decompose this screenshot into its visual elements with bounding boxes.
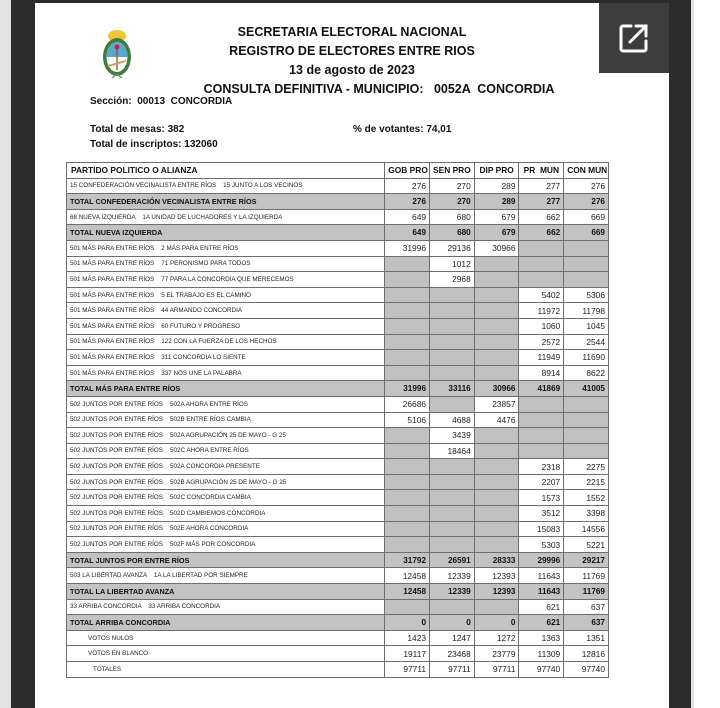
- vote-count-cell: 23857: [474, 396, 519, 412]
- vote-count-cell: 12816: [564, 646, 609, 662]
- column-header-dip-pro: DIP PRO: [474, 163, 519, 179]
- vote-count-cell: [564, 272, 609, 288]
- party-label: 501 MÁS PARA ENTRE RÍOS 2 MÁS PARA ENTRE RÍOS: [67, 240, 385, 256]
- table-total-row: [67, 225, 609, 241]
- table-row: [67, 490, 609, 506]
- vote-count-cell: 26591: [430, 552, 475, 568]
- party-label: 501 MÁS PARA ENTRE RÍOS 71 PERONISMO PARA TODOS: [67, 256, 385, 272]
- table-row: [67, 537, 609, 553]
- vote-count-cell: 289: [474, 194, 519, 210]
- table-total-row: [67, 615, 609, 631]
- vote-count-cell: [430, 350, 475, 366]
- vote-count-cell: 11798: [564, 303, 609, 319]
- vote-count-cell: 276: [385, 194, 430, 210]
- vote-count-cell: 621: [519, 599, 564, 615]
- party-label: 502 JUNTOS POR ENTRE RÍOS 502C CONCORDIA CAMBIA: [67, 490, 385, 506]
- table-row: [67, 396, 609, 412]
- table-summary-row: [67, 630, 609, 646]
- table-row: [67, 474, 609, 490]
- vote-count-cell: [474, 599, 519, 615]
- vote-count-cell: 669: [564, 209, 609, 225]
- vote-count-cell: [430, 506, 475, 522]
- vote-count-cell: 669: [564, 225, 609, 241]
- vote-count-cell: 1247: [430, 630, 475, 646]
- table-row: [67, 209, 609, 225]
- vote-count-cell: [430, 287, 475, 303]
- open-in-new-icon: [617, 21, 651, 55]
- vote-count-cell: 97740: [564, 662, 609, 678]
- table-row: [67, 287, 609, 303]
- vote-count-cell: [519, 412, 564, 428]
- table-total-row: [67, 552, 609, 568]
- vote-count-cell: [564, 256, 609, 272]
- vote-count-cell: 1423: [385, 630, 430, 646]
- vote-count-cell: 621: [519, 615, 564, 631]
- vote-count-cell: 3398: [564, 506, 609, 522]
- vote-count-cell: 3512: [519, 506, 564, 522]
- vote-count-cell: [519, 428, 564, 444]
- vote-count-cell: [385, 428, 430, 444]
- vote-count-cell: 28333: [474, 552, 519, 568]
- vote-count-cell: 649: [385, 225, 430, 241]
- vote-count-cell: 30966: [474, 381, 519, 397]
- vote-count-cell: [474, 303, 519, 319]
- vote-count-cell: 1060: [519, 318, 564, 334]
- vote-count-cell: [474, 506, 519, 522]
- vote-count-cell: 97711: [430, 662, 475, 678]
- vote-count-cell: [430, 599, 475, 615]
- vote-count-cell: 31996: [385, 240, 430, 256]
- party-label: TOTAL MÁS PARA ENTRE RÍOS: [67, 381, 385, 397]
- vote-count-cell: [519, 256, 564, 272]
- vote-count-cell: 31792: [385, 552, 430, 568]
- party-label: TOTALES: [67, 662, 385, 678]
- vote-count-cell: 41869: [519, 381, 564, 397]
- vote-count-cell: 97740: [519, 662, 564, 678]
- vote-count-cell: 11690: [564, 350, 609, 366]
- vote-count-cell: [519, 272, 564, 288]
- right-margin: [694, 0, 720, 708]
- vote-count-cell: 649: [385, 209, 430, 225]
- vote-count-cell: [385, 521, 430, 537]
- vote-count-cell: [474, 334, 519, 350]
- table-row: [67, 256, 609, 272]
- vote-count-cell: 5306: [564, 287, 609, 303]
- vote-count-cell: [474, 365, 519, 381]
- vote-count-cell: [385, 474, 430, 490]
- vote-count-cell: 41005: [564, 381, 609, 397]
- vote-count-cell: [474, 428, 519, 444]
- vote-count-cell: 4688: [430, 412, 475, 428]
- column-header-party: PARTIDO POLITICO O ALIANZA: [67, 163, 385, 179]
- vote-count-cell: 30966: [474, 240, 519, 256]
- vote-count-cell: 31996: [385, 381, 430, 397]
- vote-count-cell: 5106: [385, 412, 430, 428]
- vote-count-cell: 4476: [474, 412, 519, 428]
- vote-count-cell: [385, 318, 430, 334]
- vote-count-cell: 12458: [385, 584, 430, 600]
- party-label: 502 JUNTOS POR ENTRE RÍOS 502C AHORA ENTRE RÍOS: [67, 443, 385, 459]
- table-row: [67, 240, 609, 256]
- vote-count-cell: 276: [564, 178, 609, 194]
- vote-count-cell: 277: [519, 178, 564, 194]
- results-table: [66, 162, 609, 678]
- vote-count-cell: [519, 396, 564, 412]
- vote-count-cell: 29136: [430, 240, 475, 256]
- vote-count-cell: [385, 459, 430, 475]
- vote-count-cell: 33116: [430, 381, 475, 397]
- header-consulta: CONSULTA DEFINITIVA - MUNICIPIO: 0052A CONCORDIA: [203, 82, 555, 96]
- table-row: [67, 459, 609, 475]
- party-label: 501 MÁS PARA ENTRE RÍOS 337 NOS UNE LA PALABRA: [67, 365, 385, 381]
- party-label: 502 JUNTOS POR ENTRE RÍOS 502B AGRUPACIÓN 25 DE MAYO - G 25: [67, 474, 385, 490]
- vote-count-cell: [474, 272, 519, 288]
- vote-count-cell: 12393: [474, 584, 519, 600]
- party-label: 502 JUNTOS POR ENTRE RÍOS 502F MÁS POR CONCORDIA: [67, 537, 385, 553]
- vote-count-cell: 1351: [564, 630, 609, 646]
- table-row: [67, 599, 609, 615]
- vote-count-cell: 680: [430, 209, 475, 225]
- party-label: TOTAL LA LIBERTAD AVANZA: [67, 584, 385, 600]
- vote-count-cell: 1272: [474, 630, 519, 646]
- party-label: VOTOS NULOS: [67, 630, 385, 646]
- vote-count-cell: [385, 443, 430, 459]
- results-table-body: [67, 178, 609, 677]
- vote-count-cell: [385, 303, 430, 319]
- vote-count-cell: 289: [474, 178, 519, 194]
- vote-count-cell: [385, 490, 430, 506]
- vote-count-cell: [430, 303, 475, 319]
- party-label: 502 JUNTOS POR ENTRE RÍOS 502A AGRUPACIÓN 25 DE MAYO - G 25: [67, 428, 385, 444]
- vote-count-cell: 0: [474, 615, 519, 631]
- vote-count-cell: 97711: [474, 662, 519, 678]
- vote-count-cell: 679: [474, 209, 519, 225]
- vote-count-cell: [564, 396, 609, 412]
- vote-count-cell: 8622: [564, 365, 609, 381]
- total-inscriptos: Total de inscriptos: 132060: [90, 139, 218, 150]
- table-row: [67, 318, 609, 334]
- vote-count-cell: [474, 474, 519, 490]
- vote-count-cell: 11949: [519, 350, 564, 366]
- party-label: 501 MÁS PARA ENTRE RÍOS 122 CON LA FUERZA DE LOS HECHOS: [67, 334, 385, 350]
- table-total-row: [67, 584, 609, 600]
- open-in-new-window-button[interactable]: [599, 3, 669, 73]
- vote-count-cell: [564, 240, 609, 256]
- vote-count-cell: [385, 334, 430, 350]
- party-label: 501 MÁS PARA ENTRE RÍOS 311 CONCORDIA LO SIENTE: [67, 350, 385, 366]
- table-row: [67, 428, 609, 444]
- party-label: 502 JUNTOS POR ENTRE RÍOS 502D CAMBIEMOS CONCORDIA: [67, 506, 385, 522]
- vote-count-cell: 15083: [519, 521, 564, 537]
- vote-count-cell: 2318: [519, 459, 564, 475]
- table-header-row: [67, 163, 609, 179]
- vote-count-cell: [519, 240, 564, 256]
- vote-count-cell: 637: [564, 615, 609, 631]
- vote-count-cell: 1573: [519, 490, 564, 506]
- table-summary-row: [67, 662, 609, 678]
- vote-count-cell: [385, 287, 430, 303]
- vote-count-cell: 277: [519, 194, 564, 210]
- header-title-line2: REGISTRO DE ELECTORES ENTRE RIOS: [229, 44, 475, 58]
- vote-count-cell: 11309: [519, 646, 564, 662]
- vote-count-cell: [385, 599, 430, 615]
- party-label: 33 ARRIBA CONCORDIA 33 ARRIBA CONCORDIA: [67, 599, 385, 615]
- vote-count-cell: [564, 412, 609, 428]
- table-row: [67, 303, 609, 319]
- table-total-row: [67, 194, 609, 210]
- vote-count-cell: 12458: [385, 568, 430, 584]
- vote-count-cell: 26686: [385, 396, 430, 412]
- vote-count-cell: 2275: [564, 459, 609, 475]
- vote-count-cell: [474, 521, 519, 537]
- vote-count-cell: [430, 459, 475, 475]
- vote-count-cell: [385, 365, 430, 381]
- vote-count-cell: 0: [385, 615, 430, 631]
- vote-count-cell: 270: [430, 178, 475, 194]
- vote-count-cell: 2207: [519, 474, 564, 490]
- vote-count-cell: 12339: [430, 568, 475, 584]
- vote-count-cell: 276: [385, 178, 430, 194]
- vote-count-cell: [385, 350, 430, 366]
- column-header-pr-mun: PR MUN: [519, 163, 564, 179]
- vote-count-cell: [430, 474, 475, 490]
- party-label: 501 MÁS PARA ENTRE RÍOS 5 EL TRABAJO ES EL CAMINO: [67, 287, 385, 303]
- table-row: [67, 443, 609, 459]
- party-label: 501 MÁS PARA ENTRE RÍOS 44 ARMANDO CONCORDIA: [67, 303, 385, 319]
- vote-count-cell: 97711: [385, 662, 430, 678]
- vote-count-cell: 11972: [519, 303, 564, 319]
- vote-count-cell: [519, 443, 564, 459]
- porcentaje-votantes: % de votantes: 74,01: [353, 124, 452, 135]
- vote-count-cell: [474, 490, 519, 506]
- vote-count-cell: [564, 443, 609, 459]
- party-label: 501 MÁS PARA ENTRE RÍOS 60 FUTURO Y PROGRESO: [67, 318, 385, 334]
- vote-count-cell: [430, 490, 475, 506]
- vote-count-cell: [430, 318, 475, 334]
- column-header-sen-pro: SEN PRO: [430, 163, 475, 179]
- header-title-line1: SECRETARIA ELECTORAL NACIONAL: [237, 25, 467, 39]
- vote-count-cell: 5303: [519, 537, 564, 553]
- vote-count-cell: 29217: [564, 552, 609, 568]
- vote-count-cell: 11769: [564, 584, 609, 600]
- party-label: TOTAL CONFEDERACIÓN VECINALISTA ENTRE RÍOS: [67, 194, 385, 210]
- vote-count-cell: [474, 443, 519, 459]
- vote-count-cell: [385, 272, 430, 288]
- vote-count-cell: 12393: [474, 568, 519, 584]
- table-row: [67, 568, 609, 584]
- table-row: [67, 365, 609, 381]
- party-label: TOTAL ARRIBA CONCORDIA: [67, 615, 385, 631]
- table-summary-row: [67, 646, 609, 662]
- vote-count-cell: [474, 256, 519, 272]
- vote-count-cell: 3439: [430, 428, 475, 444]
- vote-count-cell: 1552: [564, 490, 609, 506]
- party-label: 15 CONFEDERACIÓN VECINALISTA ENTRE RÍOS 15 JUNTO A LOS VECINOS: [67, 178, 385, 194]
- vote-count-cell: 1363: [519, 630, 564, 646]
- table-row: [67, 334, 609, 350]
- vote-count-cell: 662: [519, 225, 564, 241]
- party-label: 502 JUNTOS POR ENTRE RÍOS 502A AHORA ENTRE RÍOS: [67, 396, 385, 412]
- vote-count-cell: [385, 506, 430, 522]
- vote-count-cell: 29996: [519, 552, 564, 568]
- document-page: [35, 3, 669, 708]
- vote-count-cell: 23468: [430, 646, 475, 662]
- vote-count-cell: 11643: [519, 584, 564, 600]
- vote-count-cell: 2215: [564, 474, 609, 490]
- header-date: 13 de agosto de 2023: [289, 63, 415, 77]
- vote-count-cell: 679: [474, 225, 519, 241]
- vote-count-cell: 0: [430, 615, 475, 631]
- party-label: TOTAL NUEVA IZQUIERDA: [67, 225, 385, 241]
- vote-count-cell: 680: [430, 225, 475, 241]
- vote-count-cell: [430, 396, 475, 412]
- vote-count-cell: [430, 365, 475, 381]
- vote-count-cell: [474, 287, 519, 303]
- vote-count-cell: 14556: [564, 521, 609, 537]
- vote-count-cell: 637: [564, 599, 609, 615]
- vote-count-cell: 270: [430, 194, 475, 210]
- vote-count-cell: [474, 537, 519, 553]
- table-row: [67, 521, 609, 537]
- party-label: 503 LA LIBERTAD AVANZA 1A LA LIBERTAD POR SIEMPRE: [67, 568, 385, 584]
- table-total-row: [67, 381, 609, 397]
- vote-count-cell: [385, 537, 430, 553]
- party-label: 501 MÁS PARA ENTRE RÍOS 77 PARA LA CONCORDIA QUE MERECEMOS: [67, 272, 385, 288]
- vote-count-cell: [474, 318, 519, 334]
- vote-count-cell: 5221: [564, 537, 609, 553]
- table-row: [67, 412, 609, 428]
- party-label: 502 JUNTOS POR ENTRE RÍOS 502A CONCORDIA PRESENTE: [67, 459, 385, 475]
- party-label: VOTOS EN BLANCO: [67, 646, 385, 662]
- table-row: [67, 506, 609, 522]
- vote-count-cell: 1045: [564, 318, 609, 334]
- vote-count-cell: [430, 334, 475, 350]
- vote-count-cell: 1012: [430, 256, 475, 272]
- vote-count-cell: 2544: [564, 334, 609, 350]
- party-label: 502 JUNTOS POR ENTRE RÍOS 502E AHORA CONCORDIA: [67, 521, 385, 537]
- vote-count-cell: 2572: [519, 334, 564, 350]
- vote-count-cell: [474, 350, 519, 366]
- vote-count-cell: [564, 428, 609, 444]
- vote-count-cell: 5402: [519, 287, 564, 303]
- vote-count-cell: 276: [564, 194, 609, 210]
- vote-count-cell: 2968: [430, 272, 475, 288]
- seccion-label: Sección: 00013 CONCORDIA: [90, 96, 233, 107]
- total-mesas: Total de mesas: 382: [90, 124, 185, 135]
- vote-count-cell: 662: [519, 209, 564, 225]
- vote-count-cell: 19117: [385, 646, 430, 662]
- party-label: 68 NUEVA IZQUIERDA 1A UNIDAD DE LUCHADORES Y LA IZQUIERDA: [67, 209, 385, 225]
- party-label: TOTAL JUNTOS POR ENTRE RÍOS: [67, 552, 385, 568]
- vote-count-cell: [430, 537, 475, 553]
- table-row: [67, 178, 609, 194]
- vote-count-cell: [385, 256, 430, 272]
- table-row: [67, 272, 609, 288]
- vote-count-cell: 12339: [430, 584, 475, 600]
- column-header-con-mun: CON MUN: [564, 163, 609, 179]
- party-label: 502 JUNTOS POR ENTRE RÍOS 502B ENTRE RÍOS CAMBIA: [67, 412, 385, 428]
- vote-count-cell: 11769: [564, 568, 609, 584]
- vote-count-cell: 18464: [430, 443, 475, 459]
- table-row: [67, 350, 609, 366]
- column-header-gob-pro: GOB PRO: [385, 163, 430, 179]
- vote-count-cell: [430, 521, 475, 537]
- vote-count-cell: 11643: [519, 568, 564, 584]
- vote-count-cell: [474, 459, 519, 475]
- vote-count-cell: 8914: [519, 365, 564, 381]
- vote-count-cell: 23779: [474, 646, 519, 662]
